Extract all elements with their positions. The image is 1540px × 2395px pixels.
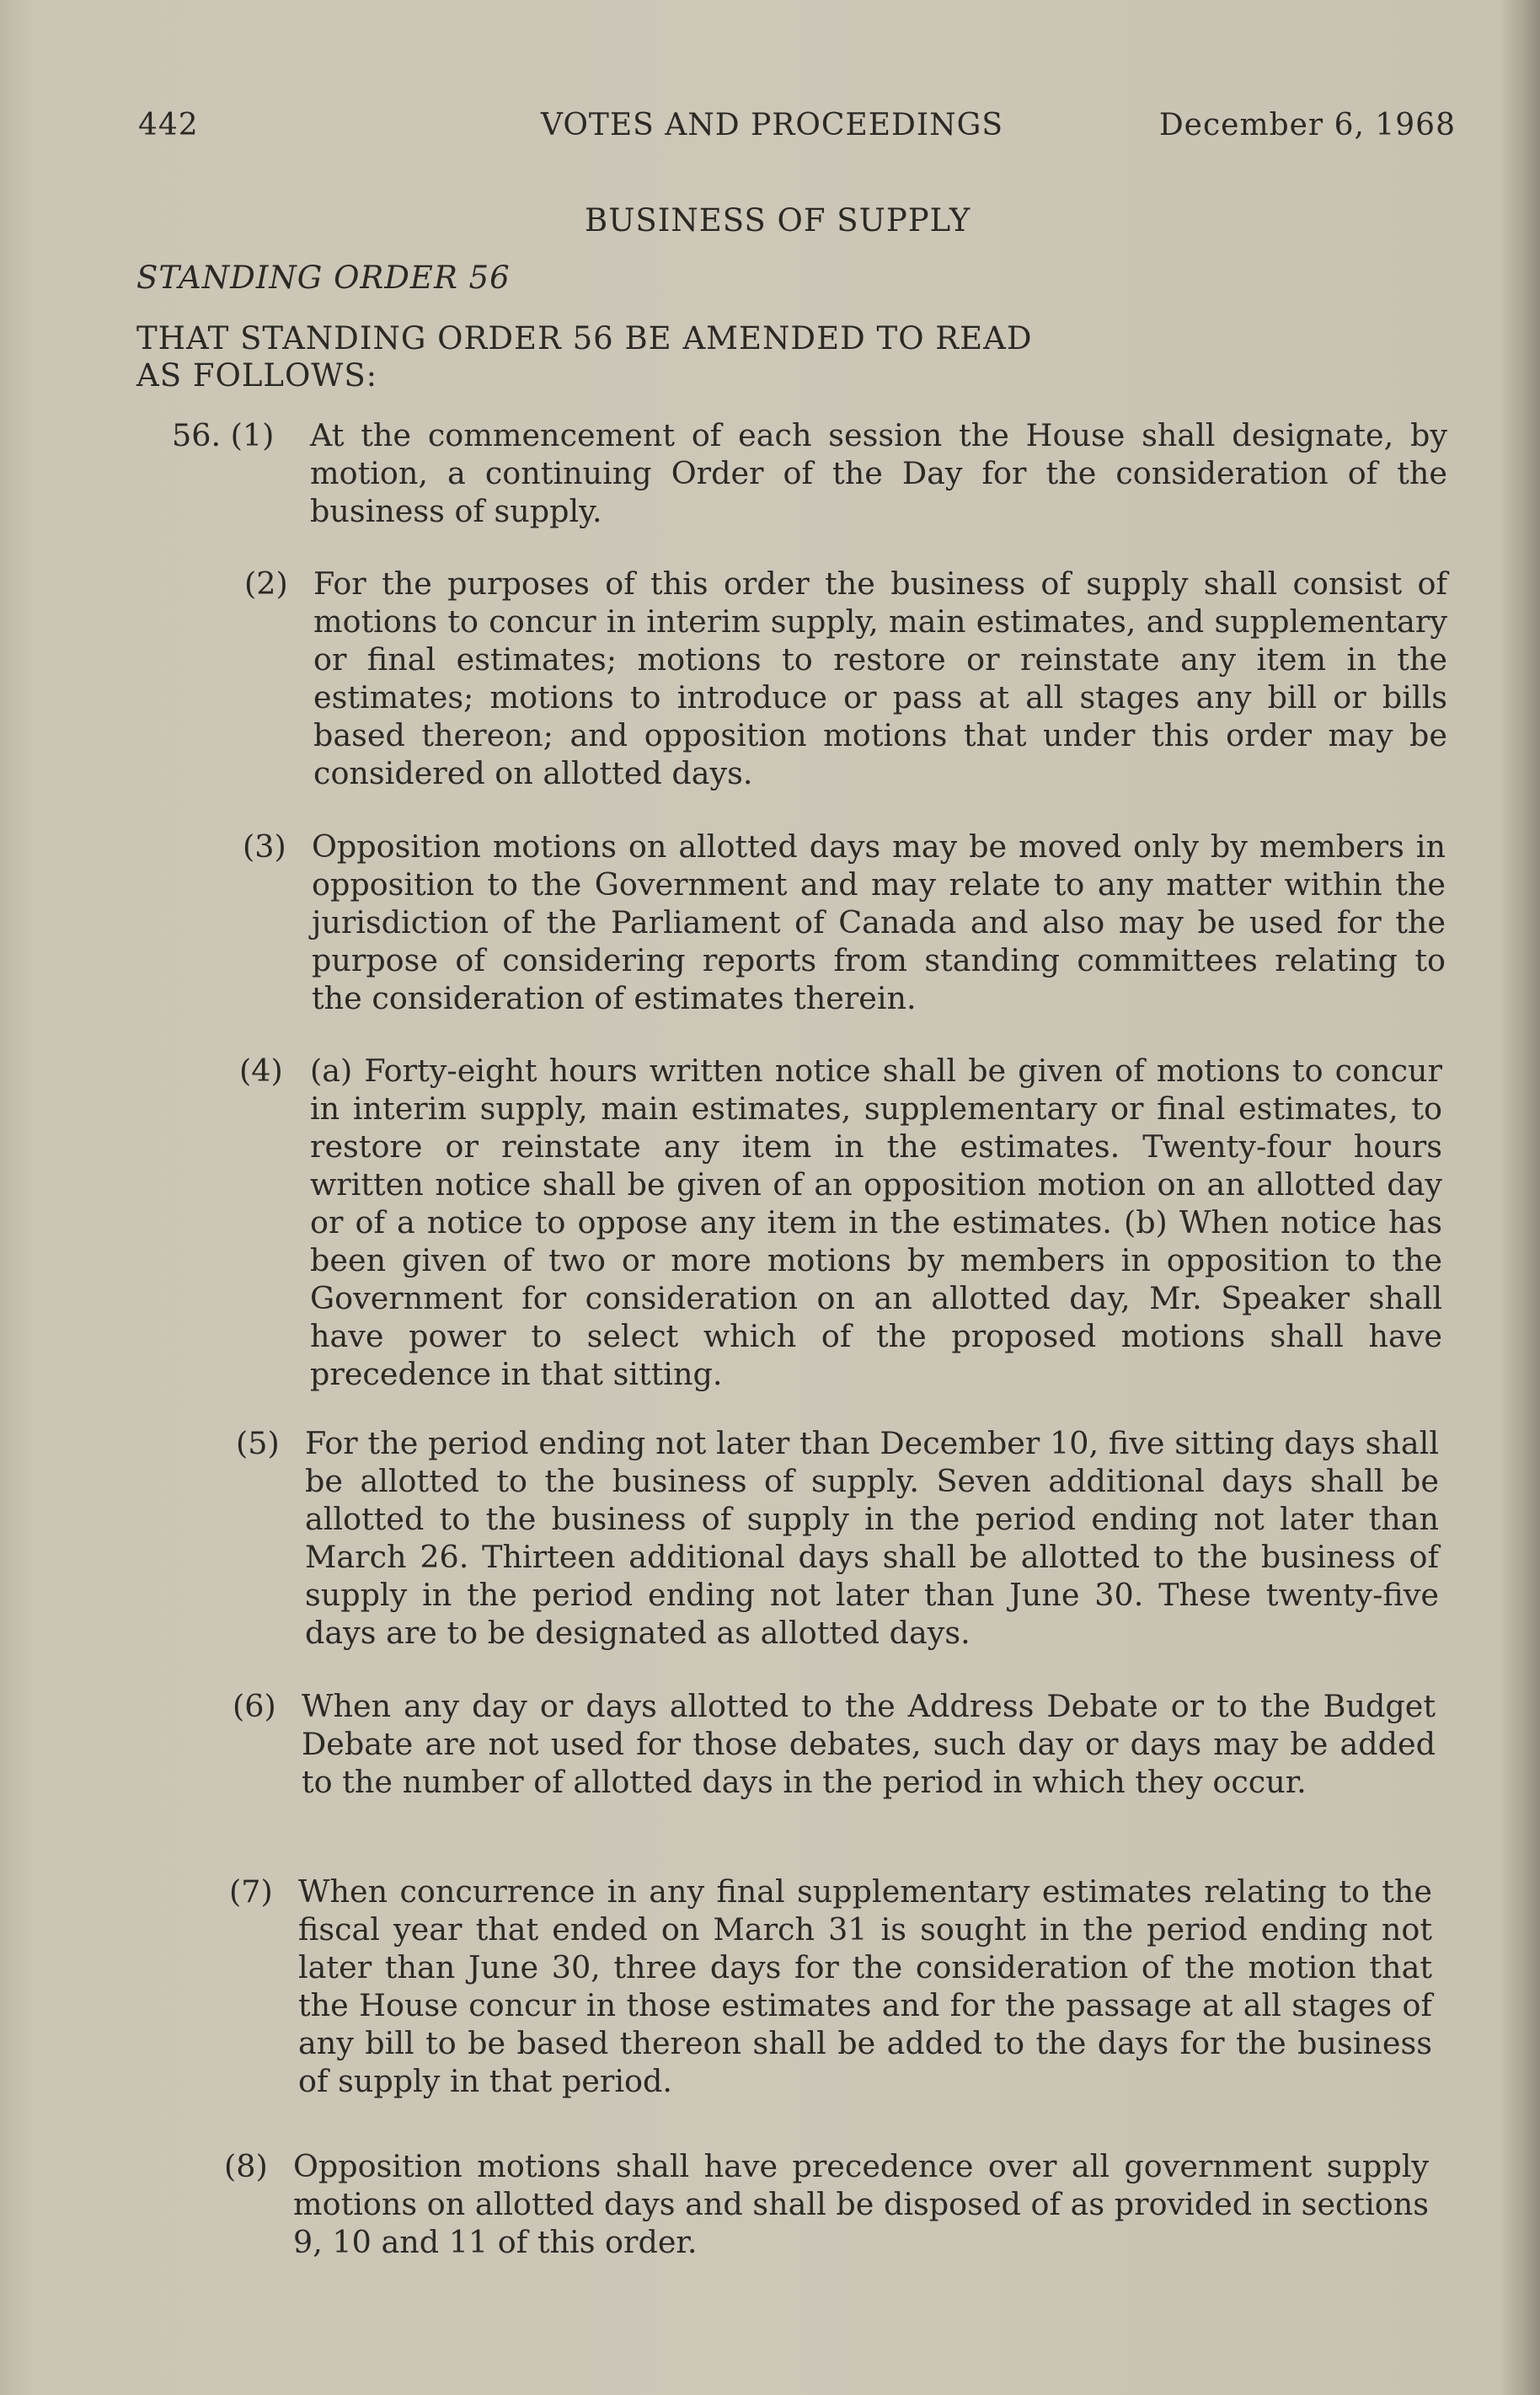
clause-text: (a) Forty-eight hours written notice shall be given of motions to concur in interim supply, main estimates, supplementary or final estimates, to restore or reinstate any item in the estimates. Twenty-four hours written notice shall be given of an opposition motion on an allotted day or of a notice to oppose any item in the estimates. (b) When notice has been given of two or more motions by members in opposition to the Government for consideration on an allotted day, Mr. Speaker shall have power to select which of the proposed motions shall have precedence in that sitting. (310, 1053, 1442, 1392)
standing-order-label: STANDING ORDER 56 (136, 260, 511, 296)
header-date: December 6, 1968 (1158, 108, 1456, 142)
clause-text: When any day or days allotted to the Address Debate or to the Budget Debate are not used for those debates, such day or days may be added to the number of allotted days in the period in which they occur. (302, 1688, 1436, 1800)
clause-text: For the purposes of this order the business of supply shall consist of motions to concur in interim supply, main estimates, and supplementary or final estimates; motions to restore or reinstate any item in the estimates; motions to introduce or pass at all stages any bill or bills based thereon; and opposition motions that under this order may be considered on allotted days. (313, 565, 1447, 791)
clause-number: (3) (243, 828, 286, 865)
clause-number: (2) (244, 565, 288, 602)
clause-text: For the period ending not later than December 10, five sitting days shall be allotted to the business of supply. Seven additional days shall be allotted to the business of supply in the period ending not later than March 26. Thirteen additional days shall be allotted to the business of supply in the period ending not later than June 30. These twenty-five days are to be designated as allotted days. (305, 1425, 1439, 1651)
clause-number: (5) (236, 1425, 280, 1461)
clause-text: When concurrence in any final supplementary estimates relating to the fiscal year that ended on March 31 is sought in the period ending not later than June 30, three days for the consideration of the motion that the House concur in those estimates and for the passage at all stages of any bill to be based thereon shall be added to the days for the business of supply in that period. (298, 1873, 1432, 2099)
section-title: BUSINESS OF SUPPLY (585, 202, 971, 238)
clause-text: At the commencement of each session the House shall designate, by motion, a continuing Order of the Day for the consideration of the business of supply. (310, 417, 1447, 529)
clause-number: (4) (239, 1053, 283, 1089)
clause-number: (6) (233, 1688, 276, 1724)
clause-text: Opposition motions shall have precedence over all government supply motions on allotted days and shall be disposed of as provided in sections 9, 10 and 11 of this order. (293, 2148, 1429, 2260)
clause-number: (7) (229, 1873, 273, 1910)
clause-number: (8) (224, 2148, 268, 2184)
clause-number: 56. (1) (172, 417, 275, 453)
clause-text: Opposition motions on allotted days may be moved only by members in opposition to the Government and may relate to any matter within the jurisdiction of the Parliament of Canada and also may be used for the purpose of considering reports from standing committees relating to the consideration of estimates therein. (312, 828, 1446, 1016)
motion-heading: THAT STANDING ORDER 56 BE AMENDED TO READ AS FOLLOWS: (136, 320, 1033, 394)
page-number: 442 (138, 108, 199, 142)
page-header (135, 108, 1456, 150)
running-title: VOTES AND PROCEEDINGS (541, 108, 1004, 142)
